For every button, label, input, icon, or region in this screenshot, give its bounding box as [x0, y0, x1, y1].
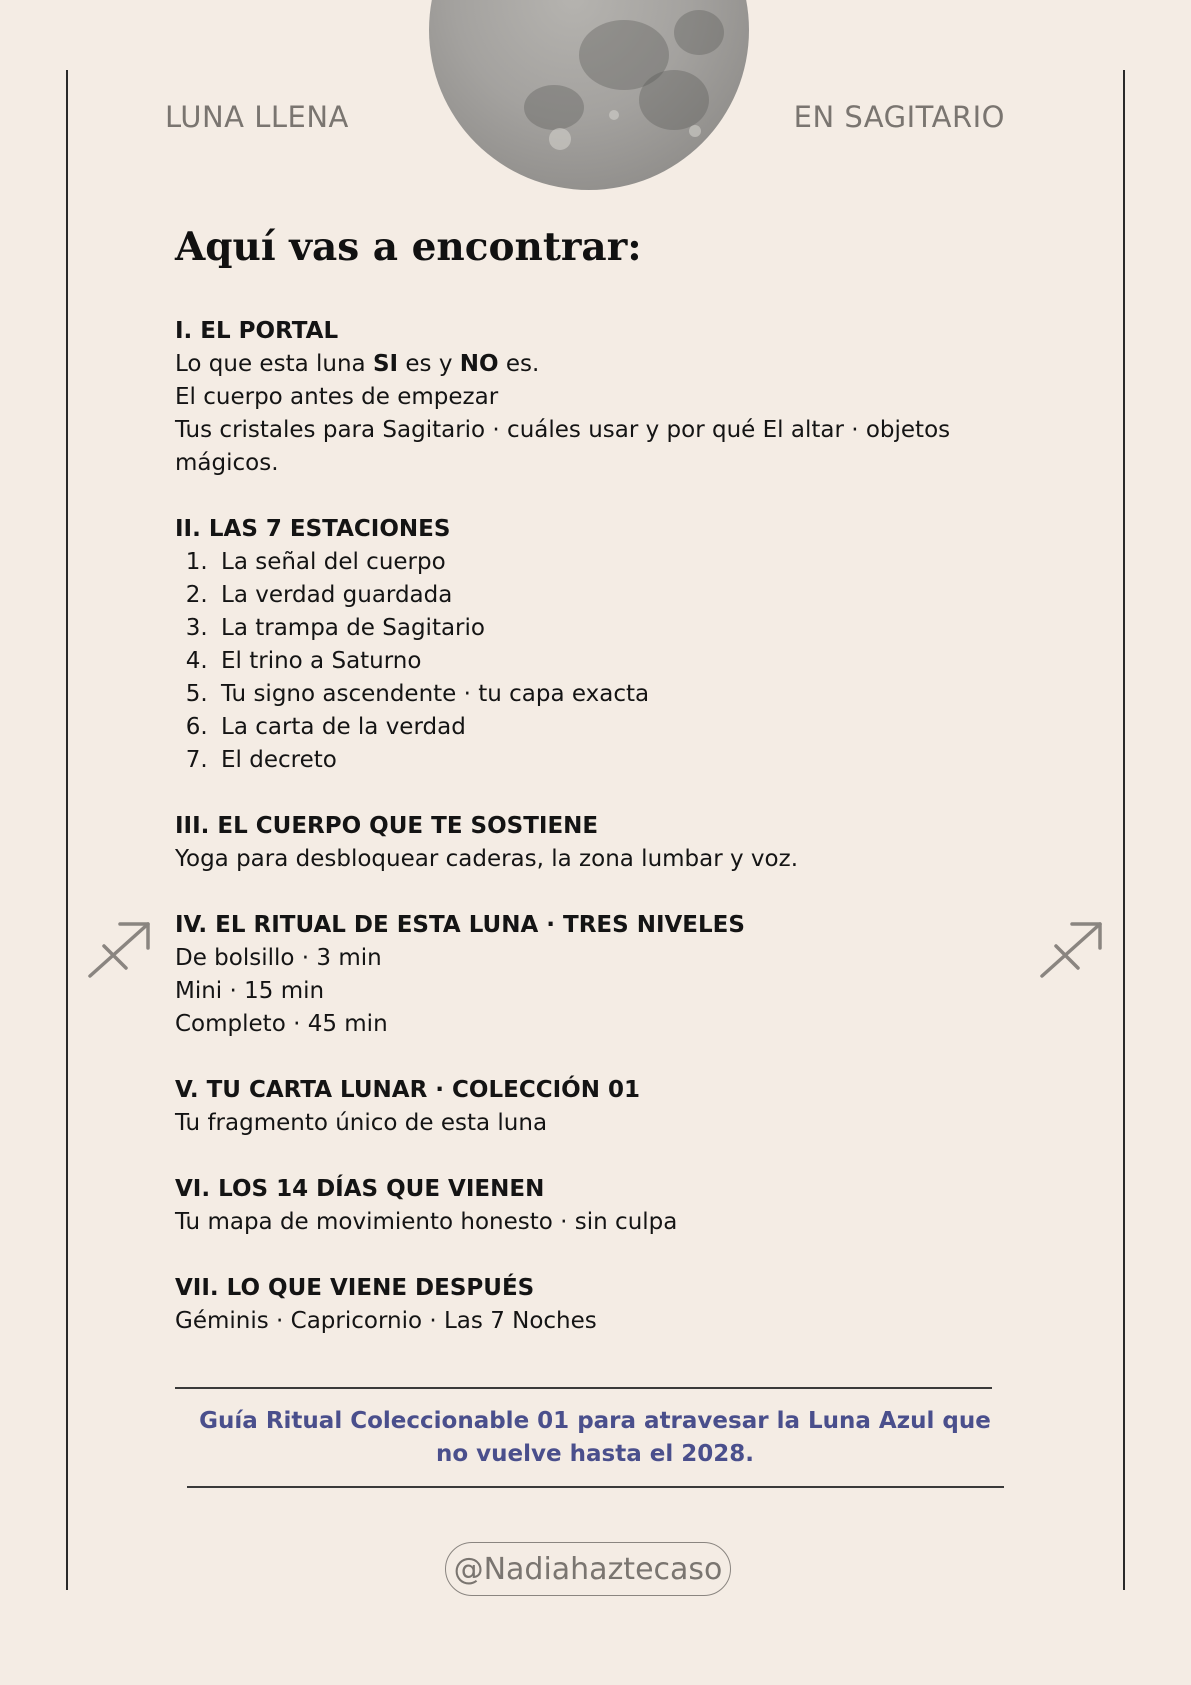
section-line: El cuerpo antes de empezar — [175, 384, 499, 410]
section-carta-lunar — [175, 1074, 975, 1140]
section-ritual — [175, 909, 975, 1041]
section-estaciones — [175, 513, 975, 777]
section-heading: VI. LOS 14 DÍAS QUE VIENEN — [175, 1176, 545, 1202]
section-line: Mini · 15 min — [175, 978, 325, 1004]
section-line: Géminis · Capricornio · Las 7 Noches — [175, 1308, 597, 1334]
stations-list — [175, 546, 975, 777]
divider-bottom — [187, 1486, 1004, 1488]
section-heading: V. TU CARTA LUNAR · COLECCIÓN 01 — [175, 1077, 640, 1103]
section-heading: IV. EL RITUAL DE ESTA LUNA · TRES NIVELES — [175, 912, 745, 938]
list-item: 3. La trampa de Sagitario — [215, 612, 975, 645]
section-line: Completo · 45 min — [175, 1011, 388, 1037]
section-heading: II. LAS 7 ESTACIONES — [175, 516, 451, 542]
list-item: 1. La señal del cuerpo — [215, 546, 975, 579]
section-cuerpo — [175, 810, 975, 876]
bold-no: NO — [459, 351, 499, 377]
list-item: 7. El decreto — [215, 744, 975, 777]
divider-top — [175, 1387, 992, 1389]
section-line: De bolsillo · 3 min — [175, 945, 382, 971]
left-border-line — [66, 70, 68, 1590]
list-item: 6. La carta de la verdad — [215, 711, 975, 744]
section-heading: I. EL PORTAL — [175, 318, 339, 344]
social-handle-badge[interactable]: @Nadiahaztecaso — [445, 1542, 731, 1596]
section-portal — [175, 315, 975, 480]
page-title: Aquí vas a encontrar: — [175, 224, 642, 270]
header-left-label: LUNA LLENA — [165, 100, 349, 134]
table-of-contents — [175, 315, 975, 1371]
sagittarius-glyph-icon — [86, 918, 154, 980]
list-item: 4. El trino a Saturno — [215, 645, 975, 678]
section-heading: III. EL CUERPO QUE TE SOSTIENE — [175, 813, 599, 839]
section-line: Tus cristales para Sagitario · cuáles usar y por qué El altar · objetos mágicos. — [175, 417, 951, 476]
sagittarius-glyph-icon — [1038, 918, 1106, 980]
list-item: 5. Tu signo ascendente · tu capa exacta — [215, 678, 975, 711]
list-item: 2. La verdad guardada — [215, 579, 975, 612]
guide-tagline: Guía Ritual Coleccionable 01 para atravesar la Luna Azul que no vuelve hasta el 2028. — [199, 1408, 991, 1467]
section-line: Tu fragmento único de esta luna — [175, 1110, 548, 1136]
bold-si: SI — [372, 351, 399, 377]
full-moon-image — [429, 0, 749, 190]
section-line: Tu mapa de movimiento honesto · sin culpa — [175, 1209, 678, 1235]
right-border-line — [1123, 70, 1125, 1590]
section-despues — [175, 1272, 975, 1338]
section-heading: VII. LO QUE VIENE DESPUÉS — [175, 1275, 535, 1301]
section-line: Yoga para desbloquear caderas, la zona lumbar y voz. — [175, 846, 798, 872]
section-line: Lo que esta luna SI es y NO es. — [175, 351, 540, 377]
section-14-dias — [175, 1173, 975, 1239]
header-right-label: EN SAGITARIO — [793, 100, 1005, 134]
